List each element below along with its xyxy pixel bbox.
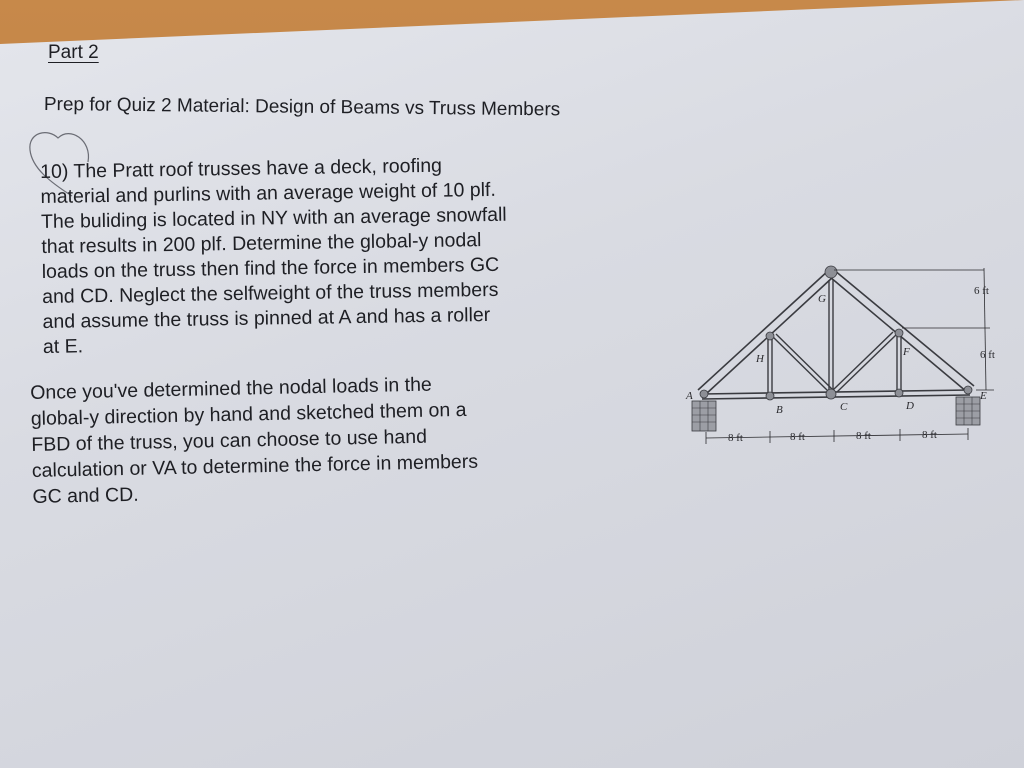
support-pin-A	[692, 401, 716, 431]
instructions-paragraph	[30, 371, 479, 510]
span-label: 8 ft	[790, 431, 805, 443]
problem-line: and CD. Neglect the selfweight of the truss members	[41, 278, 499, 308]
span-label: 8 ft	[856, 430, 871, 442]
gusset-plates	[700, 266, 972, 400]
height-label: 6 ft	[974, 285, 989, 297]
node-label-B: B	[776, 404, 783, 416]
instruction-line: calculation or VA to determine the force in members	[31, 450, 479, 482]
node-label-F: F	[903, 346, 910, 358]
instruction-line: global-y direction by hand and sketched them on a	[30, 398, 467, 430]
node-label-A: A	[686, 390, 693, 402]
height-label: 6 ft	[980, 349, 995, 361]
vertical-members	[768, 280, 901, 397]
diagonal-members	[772, 332, 897, 392]
node-label-G: G	[818, 293, 826, 305]
node-label-C: C	[840, 401, 848, 413]
problem-statement	[40, 153, 509, 360]
node-label-D: D	[906, 400, 914, 412]
problem-line: and assume the truss is pinned at A and has a roller	[42, 303, 491, 333]
instruction-line: Once you've determined the nodal loads in the	[30, 373, 432, 404]
problem-line: 10) The Pratt roof trusses have a deck, roofing	[40, 154, 443, 183]
instruction-line: GC and CD.	[32, 483, 139, 508]
pratt-truss-diagram	[684, 258, 1004, 448]
problem-line: at E.	[42, 335, 84, 358]
node-label-E: E	[980, 390, 987, 402]
part-title: Part 2	[48, 42, 99, 63]
instruction-line: FBD of the truss, you can choose to use hand	[31, 425, 428, 456]
span-label: 8 ft	[922, 429, 937, 441]
support-roller-E	[956, 397, 980, 425]
problem-line: The buliding is located in NY with an average snowfall	[40, 203, 507, 233]
prep-title: Prep for Quiz 2 Material: Design of Beams vs Truss Members	[43, 94, 561, 121]
problem-line: that results in 200 plf. Determine the global-y nodal	[41, 229, 482, 258]
node-label-H: H	[756, 353, 764, 365]
problem-line: material and purlins with an average weight of 10 plf.	[40, 178, 496, 208]
problem-line: loads on the truss then find the force in members GC	[41, 253, 500, 283]
span-label: 8 ft	[728, 432, 743, 444]
